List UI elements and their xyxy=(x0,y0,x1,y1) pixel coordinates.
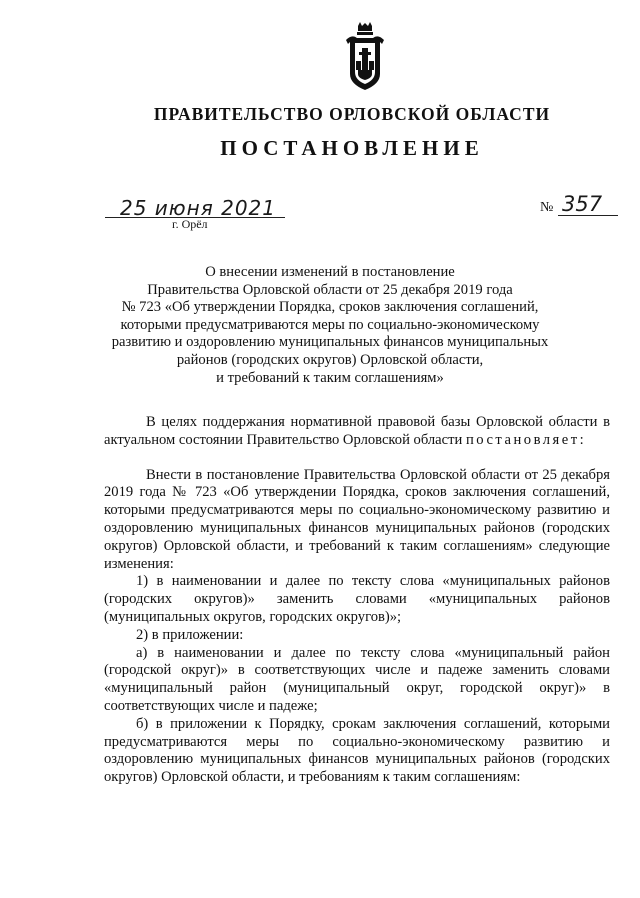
body-paragraph: 2) в приложении: xyxy=(136,626,244,643)
subject-line: Правительства Орловской области от 25 декабря 2019 года xyxy=(147,281,513,298)
subject-line: О внесении изменений в постановление xyxy=(205,264,455,280)
subject-line: которыми предусматриваются меры по социально-экономическому xyxy=(120,316,540,333)
handwritten-number: 357 xyxy=(562,192,603,216)
handwritten-date: 25 июня 2021 xyxy=(120,196,277,220)
preamble-paragraph xyxy=(104,414,610,450)
body-paragraph: 1) в наименовании и далее по тексту слова «муниципальных районов (городских округов)» заменить словами «муниципальных районов (муниципальных округов, городских округов)»; xyxy=(104,573,610,625)
body-paragraph: а) в наименовании и далее по тексту слова «муниципальный район (городской округ)» в соответствующих числе и падеже заменить словами «муниципальный район (муниципальный округ, городской округ)» в соответствующих числе и падеже; xyxy=(104,644,610,714)
city-label: г. Орёл xyxy=(172,217,208,231)
body-paragraph: б) в приложении к Порядку, срокам заключения соглашений, которыми предусматриваются меры по социально-экономическому развитию и оздоровлению муниципальных финансов муниципальных районов (городских округов) Орловской области, и требованиям к таким соглашениям: xyxy=(104,715,610,786)
coat-of-arms-icon xyxy=(342,22,388,92)
number-underline xyxy=(558,215,618,216)
document-body xyxy=(104,414,610,787)
decree-word: постановляет: xyxy=(465,431,587,448)
government-title: ПРАВИТЕЛЬСТВО ОРЛОВСКОЙ ОБЛАСТИ xyxy=(153,104,551,124)
subject-line: и требований к таким соглашениям» xyxy=(216,369,444,386)
preamble-text: В целях поддержания нормативной правовой базы Орловской области в актуальном состоянии Правительство Орловской области xyxy=(104,414,610,448)
body-paragraph: Внести в постановление Правительства Орловской области от 25 декабря 2019 года № 723 «Об утверждении Порядка, сроков заключения соглашений, которыми предусматриваются меры по социально-экономическому развитию и оздоровлению муниципальных финансов муниципальных районов (городских округов) Орловской области, и требований к таким соглашениям» следующие изменения: xyxy=(104,466,610,572)
document-subject xyxy=(100,264,560,387)
subject-line: районов (городских округов) Орловской области, xyxy=(176,351,484,368)
subject-line: № 723 «Об утверждении Порядка, сроков заключения соглашений, xyxy=(121,299,539,316)
number-prefix: № xyxy=(540,200,554,215)
subject-line: развитию и оздоровлению муниципальных финансов муниципальных xyxy=(111,334,549,351)
document-kind-title: ПОСТАНОВЛЕНИЕ xyxy=(220,136,484,160)
